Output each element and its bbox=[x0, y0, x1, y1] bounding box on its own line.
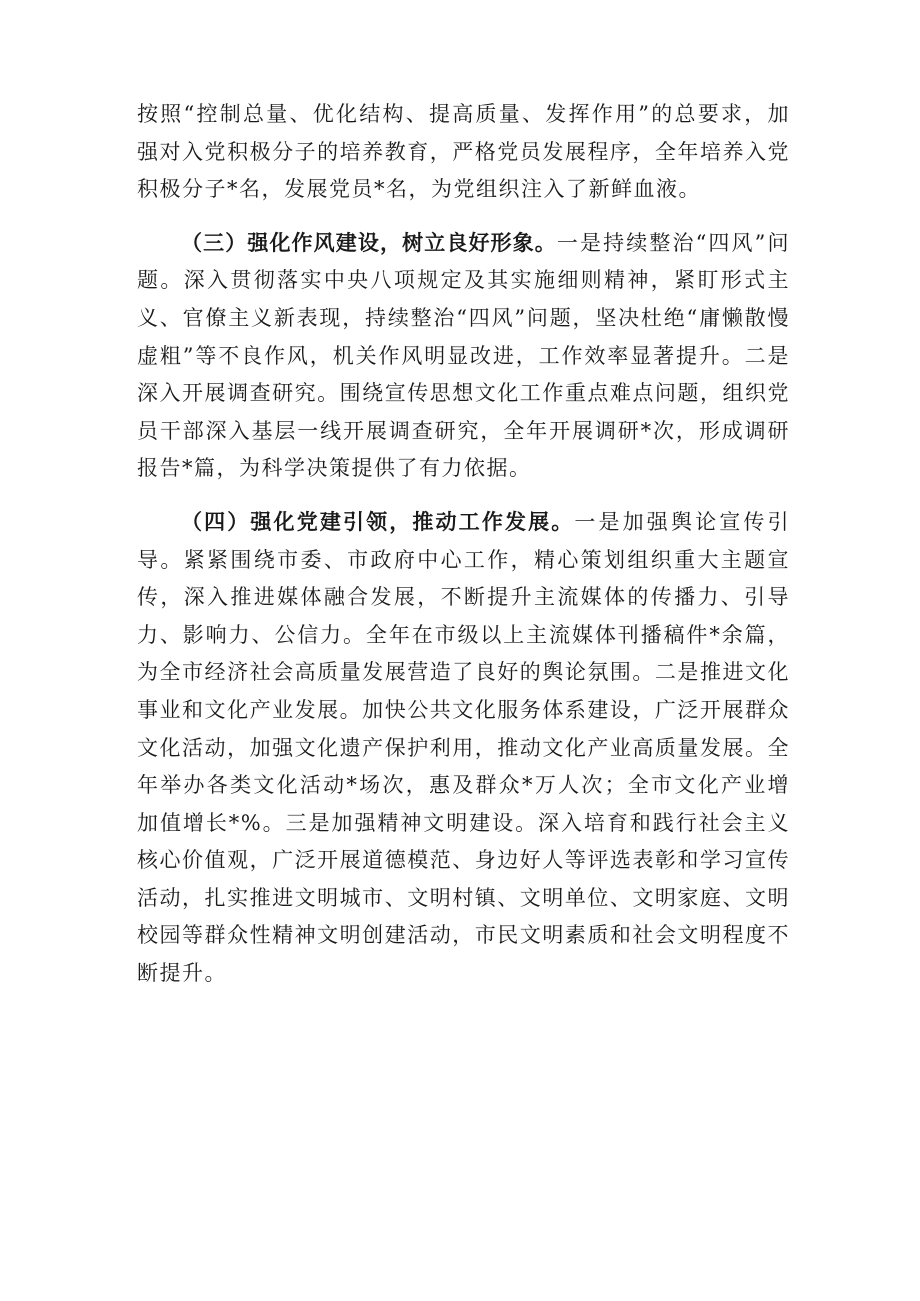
paragraph-party-member-development bbox=[137, 96, 790, 209]
paragraph-party-building-leadership bbox=[137, 504, 790, 993]
section-heading-three: （三）强化作风建设，树立良好形象。 bbox=[181, 230, 557, 255]
document-page bbox=[137, 96, 790, 1009]
paragraph-body: 一是持续整治“四风”问题。深入贯彻落实中央八项规定及其实施细则精神，紧盯形式主义、官僚主义新表现，持续整治“四风”问题，坚决杜绝“庸懒散慢虚粗”等不良作风，机关作风明显改进，工作效率显著提升。二是深入开展调查研究。围绕宣传思想文化工作重点难点问题，组织党员干部深入基层一线开展调查研究，全年开展调研*次，形成调研报告*篇，为科学决策提供了有力依据。 bbox=[137, 230, 790, 481]
paragraph-work-style bbox=[137, 225, 790, 488]
paragraph-body: 一是加强舆论宣传引导。紧紧围绕市委、市政府中心工作，精心策划组织重大主题宣传，深入推进媒体融合发展，不断提升主流媒体的传播力、引导力、影响力、公信力。全年在市级以上主流媒体刊播稿件*余篇，为全市经济社会高质量发展营造了良好的舆论氛围。二是推进文化事业和文化产业发展。加快公共文化服务体系建设，广泛开展群众文化活动，加强文化遗产保护利用，推动文化产业高质量发展。全年举办各类文化活动*场次，惠及群众*万人次；全市文化产业增加值增长*%。三是加强精神文明建设。深入培育和践行社会主义核心价值观，广泛开展道德模范、身边好人等评选表彰和学习宣传活动，扎实推进文明城市、文明村镇、文明单位、文明家庭、文明校园等群众性精神文明创建活动，市民文明素质和社会文明程度不断提升。 bbox=[137, 509, 791, 986]
section-heading-four: （四）强化党建引领，推动工作发展。 bbox=[181, 509, 575, 534]
paragraph-body: 按照“控制总量、优化结构、提高质量、发挥作用”的总要求，加强对入党积极分子的培养教育，严格党员发展程序，全年培养入党积极分子*名，发展党员*名，为党组织注入了新鲜血液。 bbox=[137, 102, 790, 202]
